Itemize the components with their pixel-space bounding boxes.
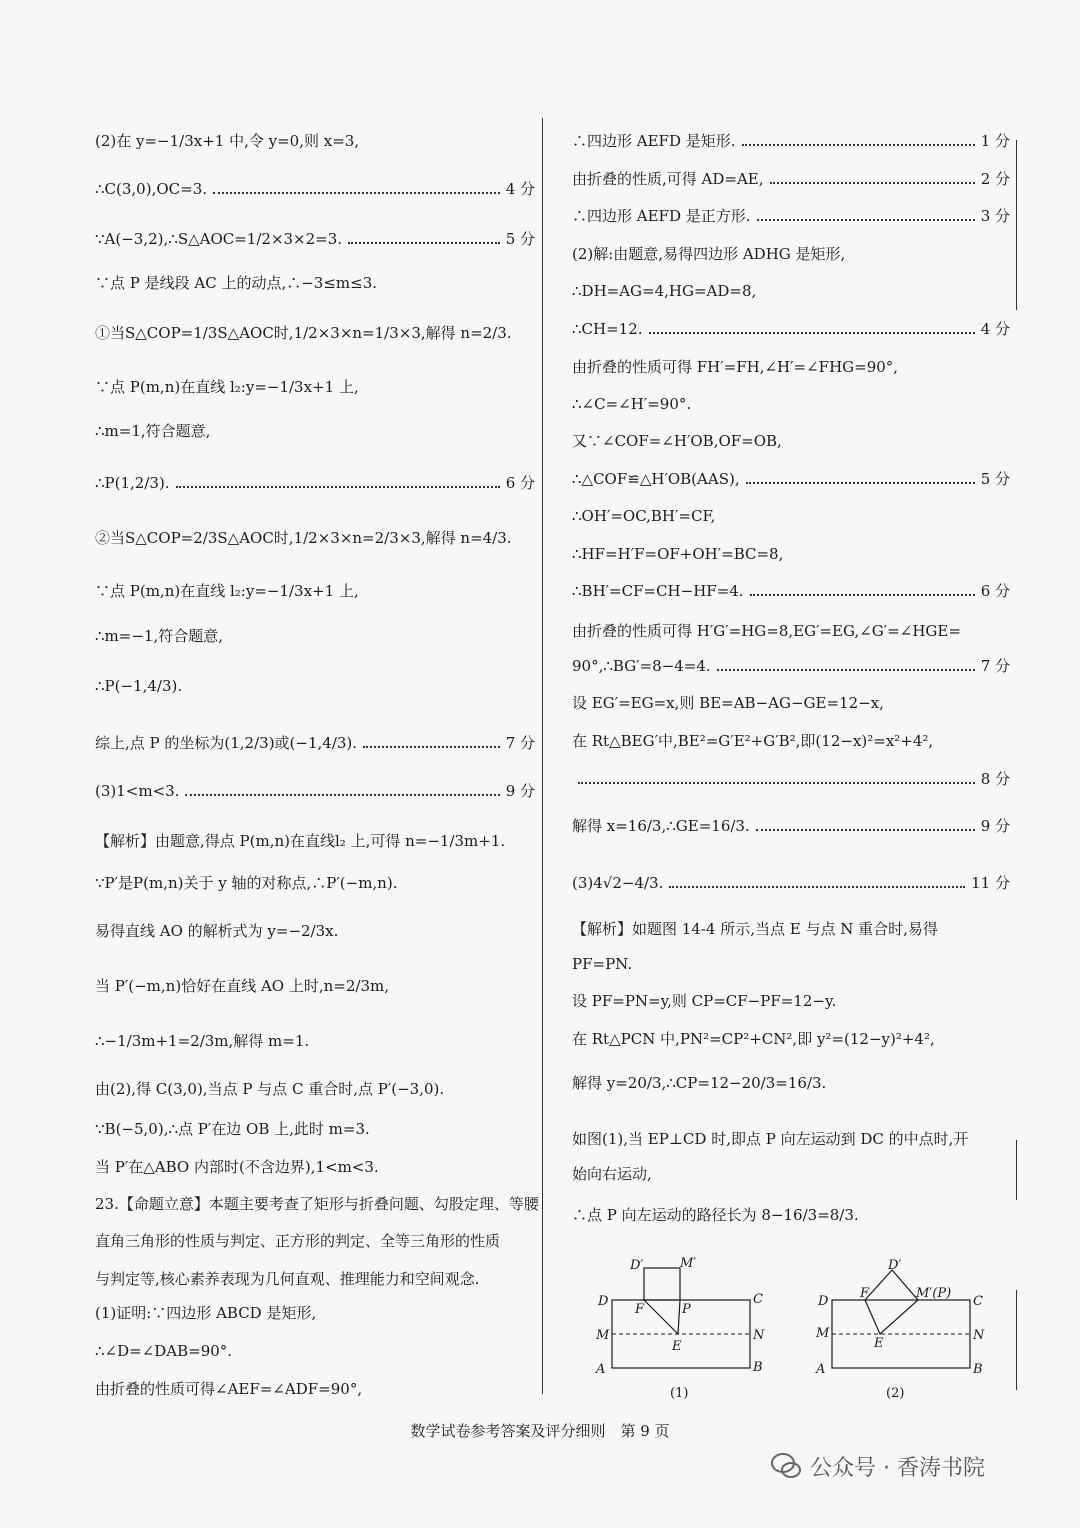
score-label: 4 分 — [980, 320, 1010, 338]
text-line — [95, 1193, 539, 1215]
line-text: 23.【命题立意】本题主要考查了矩形与折叠问题、勾股定理、等腰 — [95, 1195, 539, 1213]
line-text: ∴DH=AG=4,HG=AD=8, — [572, 282, 757, 300]
text-line — [572, 730, 1010, 752]
line-text: ∴HF=H′F=OF+OH′=BC=8, — [572, 545, 784, 563]
score-label: 7 分 — [505, 734, 535, 752]
text-line — [572, 430, 1010, 452]
dot-leader — [742, 142, 975, 146]
text-line — [572, 872, 1010, 894]
line-text: 由折叠的性质,可得 AD=AE, — [572, 170, 764, 188]
line-text: 由折叠的性质可得 H′G′=HG=8,EG′=EG,∠G′=∠HGE= — [572, 622, 961, 640]
figure-1 — [590, 1255, 780, 1405]
line-text: 在 Rt△PCN 中,PN²=CP²+CN²,即 y²=(12−y)²+4², — [572, 1030, 935, 1048]
dot-leader — [363, 744, 500, 748]
text-line — [95, 920, 535, 942]
text-line — [95, 1340, 535, 1362]
line-text: 由折叠的性质可得 FH′=FH,∠H′=∠FHG=90°, — [572, 358, 899, 376]
line-text: (2)解:由题意,易得四边形 ADHG 是矩形, — [572, 245, 846, 263]
page-footer: 数学试卷参考答案及评分细则 第 9 页 — [410, 1422, 670, 1440]
label-n: N — [753, 1328, 765, 1343]
margin-bar — [1016, 1290, 1017, 1390]
score-label: 2 分 — [980, 170, 1010, 188]
text-line — [95, 1230, 535, 1252]
label-m: M — [596, 1328, 610, 1343]
text-line — [95, 178, 535, 200]
text-line — [572, 468, 1010, 490]
line-text: ①当S△COP=1/3S△AOC时,1/2×3×n=1/3×3,解得 n=2/3. — [95, 324, 512, 342]
text-line — [95, 625, 535, 647]
label-p: P — [682, 1302, 691, 1317]
line-text: 如图(1),当 EP⊥CD 时,即点 P 向左运动到 DC 的中点时,开 — [572, 1130, 969, 1148]
line-text: ②当S△COP=2/3S△AOC时,1/2×3×n=2/3×3,解得 n=4/3. — [95, 529, 512, 547]
line-text: ∴P(−1,4/3). — [95, 677, 183, 695]
text-line — [572, 130, 1010, 152]
line-text: ∵A(−3,2),∴S△AOC=1/2×3×2=3. — [95, 230, 343, 248]
label-a: A — [596, 1362, 606, 1377]
score-label: 5 分 — [505, 230, 535, 248]
text-line — [95, 376, 535, 398]
line-text: 解得 x=16/3,∴GE=16/3. — [572, 817, 750, 835]
label-e: E — [672, 1339, 682, 1354]
line-text: 又∵∠COF=∠H′OB,OF=OB, — [572, 432, 782, 450]
line-text: 与判定等,核心素养表现为几何直观、推理能力和空间观念. — [95, 1270, 480, 1288]
label-c: C — [753, 1292, 763, 1307]
score-label: 9 分 — [980, 817, 1010, 835]
text-line — [95, 420, 535, 442]
figure-caption: (1) — [670, 1386, 689, 1401]
text-line — [572, 692, 1010, 714]
text-line — [95, 527, 535, 549]
text-line — [95, 272, 535, 294]
line-text: 由折叠的性质可得∠AEF=∠ADF=90°, — [95, 1380, 363, 1398]
text-line — [572, 393, 1010, 415]
dot-leader — [757, 217, 975, 221]
dot-leader — [578, 780, 975, 784]
line-text: 在 Rt△BEG′中,BE²=G′E²+G′B²,即(12−x)²=x²+4², — [572, 732, 934, 750]
text-line — [572, 655, 1010, 677]
line-text: 综上,点 P 的坐标为(1,2/3)或(−1,4/3). — [95, 734, 358, 752]
line-text: 由(2),得 C(3,0),当点 P 与点 C 重合时,点 P′(−3,0). — [95, 1080, 445, 1098]
text-line — [572, 620, 1010, 642]
line-text: 90°,∴BG′=8−4=4. — [572, 657, 711, 675]
text-line — [95, 732, 535, 754]
score-label: 9 分 — [505, 782, 535, 800]
line-text: (3)1<m<3. — [95, 782, 180, 800]
score-label: 5 分 — [980, 470, 1010, 488]
text-line — [572, 356, 1010, 378]
line-text: ∴m=−1,符合题意, — [95, 627, 223, 645]
text-line — [572, 1204, 1010, 1226]
text-line — [572, 768, 1010, 790]
dot-leader — [213, 190, 500, 194]
label-m-prime: M′ — [680, 1256, 697, 1271]
text-line — [95, 872, 535, 894]
text-line — [95, 830, 535, 852]
margin-bar — [1016, 140, 1017, 310]
line-text: ∴四边形 AEFD 是矩形. — [572, 132, 736, 150]
line-text: ∵B(−5,0),∴点 P′在边 OB 上,此时 m=3. — [95, 1120, 370, 1138]
line-text: ∵P′是P(m,n)关于 y 轴的对称点,∴P′(−m,n). — [95, 874, 398, 892]
label-e: E — [874, 1336, 884, 1351]
line-text: ∴−1/3m+1=2/3m,解得 m=1. — [95, 1032, 310, 1050]
text-line — [572, 543, 1010, 565]
line-text: ∴点 P 向左运动的路径长为 8−16/3=8/3. — [572, 1206, 859, 1224]
line-text: ∴△COF≌△H′OB(AAS), — [572, 470, 740, 488]
score-label: 11 分 — [971, 874, 1010, 892]
dot-leader — [185, 792, 499, 796]
line-text: 当 P′在△ABO 内部时(不含边界),1<m<3. — [95, 1158, 379, 1176]
line-text: 【解析】如题图 14-4 所示,当点 E 与点 N 重合时,易得 — [572, 920, 938, 938]
label-d-prime: D′ — [630, 1258, 644, 1273]
label-a: A — [816, 1362, 826, 1377]
score-label: 3 分 — [980, 207, 1010, 225]
text-line — [95, 975, 535, 997]
dot-leader — [176, 484, 500, 488]
text-line — [572, 953, 1010, 975]
line-text: 设 EG′=EG=x,则 BE=AB−AG−GE=12−x, — [572, 694, 884, 712]
label-b: B — [753, 1360, 763, 1375]
label-f: F — [860, 1286, 870, 1301]
margin-bar — [1016, 1140, 1017, 1200]
label-b: B — [973, 1362, 983, 1377]
line-text: ∴四边形 AEFD 是正方形. — [572, 207, 751, 225]
text-line — [95, 580, 535, 602]
line-text: 【解析】由题意,得点 P(m,n)在直线l₂ 上,可得 n=−1/3m+1. — [95, 832, 506, 850]
text-line — [572, 1128, 1010, 1150]
text-line — [572, 918, 1010, 940]
text-line — [572, 505, 1010, 527]
text-line — [572, 205, 1010, 227]
line-text: (3)4√2−4/3. — [572, 874, 664, 892]
text-line — [95, 130, 535, 152]
text-line — [95, 322, 535, 344]
label-d: D — [818, 1294, 829, 1309]
line-text: ∴CH=12. — [572, 320, 643, 338]
text-line — [572, 580, 1010, 602]
text-line — [572, 1072, 1010, 1094]
chat-icon — [770, 1450, 802, 1482]
text-line — [95, 1378, 535, 1400]
line-text: 设 PF=PN=y,则 CP=CF−PF=12−y. — [572, 992, 837, 1010]
text-line — [572, 243, 1010, 265]
label-d-prime: D′ — [888, 1258, 902, 1273]
text-line — [95, 472, 535, 494]
score-label: 4 分 — [505, 180, 535, 198]
text-line — [95, 1030, 535, 1052]
text-line — [95, 1156, 535, 1178]
dot-leader — [770, 180, 975, 184]
watermark — [770, 1450, 985, 1482]
line-text: ∴P(1,2/3). — [95, 474, 170, 492]
line-text: ∴OH′=OC,BH′=CF, — [572, 507, 716, 525]
dot-leader — [669, 884, 965, 888]
line-text: 解得 y=20/3,∴CP=12−20/3=16/3. — [572, 1074, 827, 1092]
text-line — [572, 168, 1010, 190]
text-line — [572, 815, 1010, 837]
line-text: ∵点 P 是线段 AC 上的动点,∴−3≤m≤3. — [95, 274, 378, 292]
dot-leader — [750, 592, 975, 596]
text-line — [95, 1268, 535, 1290]
label-c: C — [973, 1294, 983, 1309]
dot-leader — [746, 480, 975, 484]
line-text: 易得直线 AO 的解析式为 y=−2/3x. — [95, 922, 339, 940]
dot-leader — [756, 827, 975, 831]
text-line — [572, 1028, 1010, 1050]
line-text: ∴∠C=∠H′=90°. — [572, 395, 692, 413]
line-text: (2)在 y=−1/3x+1 中,令 y=0,则 x=3, — [95, 132, 360, 150]
line-text: 当 P′(−m,n)恰好在直线 AO 上时,n=2/3m, — [95, 977, 389, 995]
line-text: ∵点 P(m,n)在直线 l₂:y=−1/3x+1 上, — [95, 378, 359, 396]
text-line — [572, 318, 1010, 340]
dot-leader — [717, 667, 975, 671]
watermark-text: 公众号 · 香涛书院 — [810, 1455, 985, 1481]
dot-leader — [348, 240, 500, 244]
score-label: 8 分 — [980, 770, 1010, 788]
text-line — [95, 1078, 535, 1100]
text-line — [95, 675, 535, 697]
text-line — [95, 1118, 535, 1140]
line-text: ∴∠D=∠DAB=90°. — [95, 1342, 233, 1360]
figure-2 — [810, 1255, 1010, 1405]
score-label: 7 分 — [980, 657, 1010, 675]
label-m-prime-p: M′(P) — [916, 1286, 952, 1301]
text-line — [572, 1163, 1010, 1185]
label-m: M — [816, 1326, 830, 1341]
text-line — [95, 1302, 535, 1324]
line-text: ∵点 P(m,n)在直线 l₂:y=−1/3x+1 上, — [95, 582, 359, 600]
text-line — [95, 780, 535, 802]
figure-caption: (2) — [886, 1386, 905, 1401]
dot-leader — [649, 330, 975, 334]
score-label: 6 分 — [505, 474, 535, 492]
label-n: N — [973, 1328, 985, 1343]
text-line — [95, 228, 535, 250]
line-text: ∴C(3,0),OC=3. — [95, 180, 208, 198]
line-text: 直角三角形的性质与判定、正方形的判定、全等三角形的性质 — [95, 1232, 501, 1250]
line-text: 始向右运动, — [572, 1165, 652, 1183]
label-f: F — [635, 1302, 645, 1317]
label-d: D — [598, 1294, 609, 1309]
text-line — [572, 990, 1010, 1012]
column-divider — [542, 118, 543, 1394]
line-text: PF=PN. — [572, 955, 633, 973]
line-text: ∴m=1,符合题意, — [95, 422, 211, 440]
line-text: (1)证明:∵四边形 ABCD 是矩形, — [95, 1304, 317, 1322]
line-text: ∴BH′=CF=CH−HF=4. — [572, 582, 744, 600]
score-label: 6 分 — [980, 582, 1010, 600]
text-line — [572, 280, 1010, 302]
score-label: 1 分 — [980, 132, 1010, 150]
